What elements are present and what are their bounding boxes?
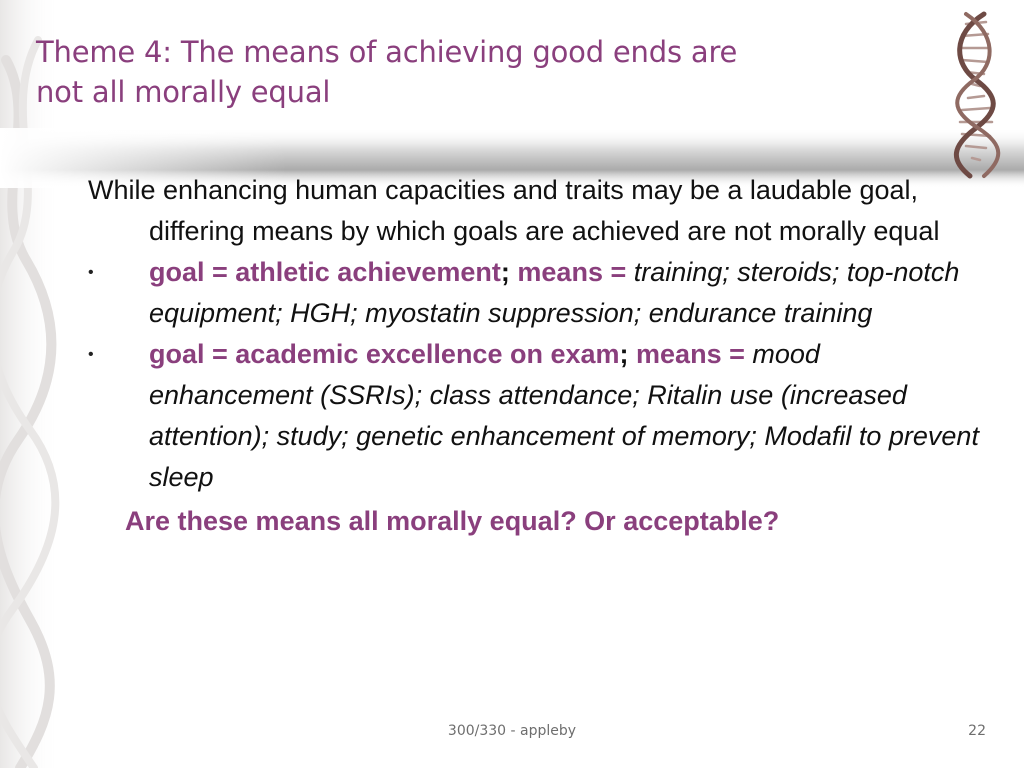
ghost-helix-left — [0, 0, 60, 768]
means-text: mood enhancement (SSRIs); class attendance; Ritalin use (increased attention); study; genetic enhancement of memory; Modafil to prevent sleep — [149, 339, 979, 492]
bullet-academic — [88, 334, 988, 498]
title-line-2: not all morally equal — [36, 75, 331, 109]
title-line-1: Theme 4: The means of achieving good ends are — [36, 35, 738, 69]
goal-separator: ; — [619, 339, 629, 369]
bullet-athletic — [88, 252, 988, 334]
page-number: 22 — [968, 723, 986, 739]
slide-body — [88, 170, 988, 542]
footer-course-label: 300/330 - appleby — [447, 723, 577, 739]
slide-title — [36, 32, 916, 112]
goal-separator: ; — [500, 257, 510, 287]
closing-question: Are these means all morally equal? Or acceptable? — [125, 506, 780, 536]
goal-label: goal = athletic achievement — [149, 257, 501, 287]
bullet-icon: • — [88, 346, 94, 363]
means-text: training; steroids; top-notch equipment; HGH; myostatin suppression; endurance training — [149, 257, 960, 328]
means-label: means = — [517, 257, 627, 287]
goal-label: goal = academic excellence on exam — [149, 339, 620, 369]
intro-paragraph: While enhancing human capacities and traits may be a laudable goal, differing means by which goals are achieved are not morally equal — [88, 175, 940, 246]
means-label: means = — [636, 339, 745, 369]
bullet-icon: • — [88, 264, 94, 281]
